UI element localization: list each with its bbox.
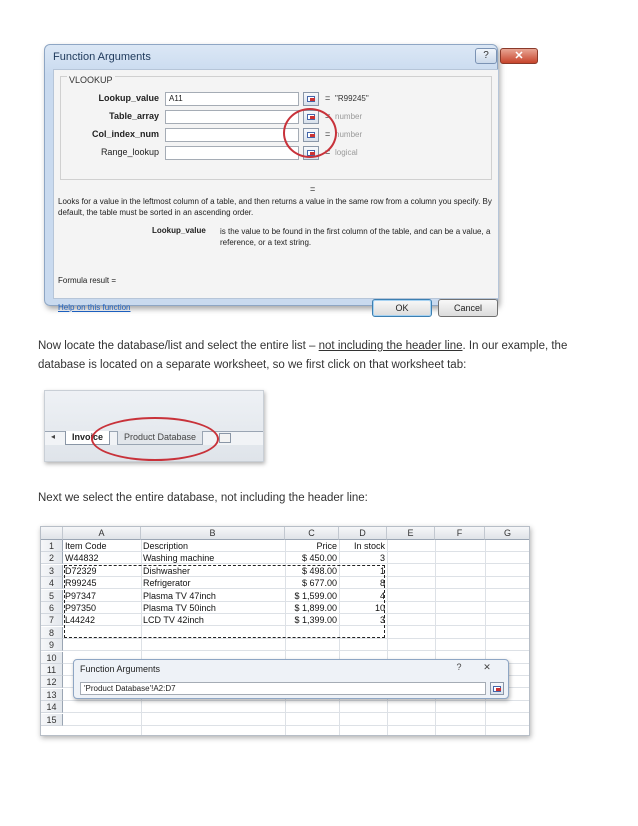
row-header[interactable]: 2 xyxy=(41,552,63,564)
equals-sign: = xyxy=(325,111,331,121)
row-header[interactable]: 11 xyxy=(41,664,63,676)
header-cell[interactable]: Price xyxy=(316,541,337,551)
table-cell[interactable]: $ 1,399.00 xyxy=(294,615,337,626)
arg-label-lookup-value: Lookup_value xyxy=(98,93,159,103)
table-cell[interactable]: Plasma TV 50inch xyxy=(143,603,216,613)
dialog-body xyxy=(53,69,499,313)
function-description: Looks for a value in the leftmost column of a table, and then returns a value in the same row from a column you specify. By default, the table must be sorted in an ascending order. xyxy=(58,197,492,217)
table-cell[interactable]: R99245 xyxy=(65,578,97,589)
collapse-arrow-icon xyxy=(310,98,315,101)
equals-sign: = xyxy=(325,129,331,139)
table-cell[interactable]: $ 677.00 xyxy=(301,578,337,589)
argument-detail-label: Lookup_value xyxy=(152,226,206,235)
equals-sign: = xyxy=(325,93,331,103)
lookup-value-input[interactable]: A11 xyxy=(165,92,299,106)
tab-invoice[interactable]: Invoice xyxy=(65,431,110,445)
table-cell[interactable]: 1 xyxy=(379,565,385,576)
arg-label-table-array: Table_array xyxy=(109,111,159,121)
table-cell[interactable]: 3 xyxy=(379,553,385,564)
table-cell[interactable]: P97347 xyxy=(65,590,97,601)
insert-worksheet-icon[interactable] xyxy=(219,433,231,443)
column-header-d[interactable]: D xyxy=(339,527,387,540)
expand-dialog-button[interactable] xyxy=(490,682,504,695)
table-cell[interactable]: LCD TV 42inch xyxy=(143,615,204,626)
row-header[interactable]: 1 xyxy=(41,540,63,552)
close-button[interactable]: ✕ xyxy=(500,48,538,64)
lookup-value-ref-button[interactable] xyxy=(303,92,319,106)
row-header[interactable]: 3 xyxy=(41,565,63,577)
table-cell[interactable]: 3 xyxy=(379,615,385,626)
spreadsheet-screenshot xyxy=(40,526,530,736)
table-cell[interactable]: Dishwasher xyxy=(143,565,191,576)
row-header[interactable]: 13 xyxy=(41,689,63,701)
table-cell[interactable]: 10 xyxy=(374,603,385,613)
instruction-paragraph-1 xyxy=(38,337,598,375)
collapsed-function-arguments-dialog xyxy=(73,659,509,699)
table-cell[interactable]: L44242 xyxy=(65,615,96,626)
column-header-g[interactable]: G xyxy=(485,527,530,540)
row-header[interactable]: 12 xyxy=(41,676,63,688)
formula-result: Formula result = xyxy=(58,276,117,285)
table-array-input[interactable] xyxy=(165,110,299,124)
help-button[interactable]: ? xyxy=(475,48,497,64)
function-group xyxy=(60,76,492,180)
col-index-num-result: number xyxy=(335,130,363,139)
table-array-result: number xyxy=(335,112,363,121)
grid-row xyxy=(63,701,530,713)
row-header[interactable]: 15 xyxy=(41,714,63,726)
row-header[interactable]: 10 xyxy=(41,652,63,664)
grid-row xyxy=(63,714,530,726)
range-lookup-input[interactable] xyxy=(165,146,299,160)
tab-product-database[interactable]: Product Database xyxy=(117,431,203,445)
grid-row xyxy=(63,639,530,651)
lookup-value-result: "R99245" xyxy=(335,94,369,103)
table-cell[interactable]: $ 1,899.00 xyxy=(294,603,337,613)
help-button[interactable]: ? xyxy=(456,662,462,672)
sheet-tabs-screenshot xyxy=(44,390,264,462)
header-cell[interactable]: Item Code xyxy=(65,541,107,551)
row-header[interactable]: 6 xyxy=(41,602,63,614)
para1-text-start: Now locate the database/list and select the entire list – xyxy=(38,340,319,352)
header-cell[interactable]: In stock xyxy=(353,541,385,551)
tab-scroll-icon[interactable]: ◂ xyxy=(51,432,56,441)
table-cell[interactable]: $ 450.00 xyxy=(301,553,337,564)
range-lookup-result: logical xyxy=(335,148,358,157)
table-cell[interactable]: Refrigerator xyxy=(143,578,191,589)
table-cell[interactable]: W44832 xyxy=(65,553,99,564)
selection-marquee xyxy=(64,565,385,638)
equals-sign: = xyxy=(325,147,331,157)
highlight-circle xyxy=(283,108,337,158)
table-cell[interactable]: Plasma TV 47inch xyxy=(143,590,216,601)
row-header[interactable]: 8 xyxy=(41,627,63,639)
para1-underlined-text: not including the header line xyxy=(318,340,463,352)
row-header[interactable]: 4 xyxy=(41,577,63,589)
table-cell[interactable]: 4 xyxy=(379,590,385,601)
table-array-reference-input[interactable]: 'Product Database'!A2:D7 xyxy=(80,682,486,695)
ok-button[interactable]: OK xyxy=(372,299,432,317)
instruction-paragraph-2: Next we select the entire database, not including the header line: xyxy=(38,492,368,504)
arg-label-col-index-num: Col_index_num xyxy=(91,129,159,139)
function-name: VLOOKUP xyxy=(69,75,113,85)
table-cell[interactable]: $ 1,599.00 xyxy=(294,590,337,601)
row-header[interactable]: 9 xyxy=(41,639,63,651)
cancel-button[interactable]: Cancel xyxy=(438,299,498,317)
help-on-function-link[interactable]: Help on this function xyxy=(58,303,131,312)
column-header-a[interactable]: A xyxy=(63,527,141,540)
table-cell[interactable]: P97350 xyxy=(65,603,97,613)
result-equals-sign: = xyxy=(310,184,316,194)
para1-text-end: . In our example, the database is located on a separate worksheet, so we first click on that worksheet tab: xyxy=(38,340,568,371)
select-all-corner[interactable] xyxy=(41,527,63,540)
column-header-b[interactable]: B xyxy=(141,527,285,540)
function-arguments-dialog xyxy=(44,44,524,313)
column-header-e[interactable]: E xyxy=(387,527,435,540)
table-cell[interactable]: $ 498.00 xyxy=(301,565,337,576)
row-header[interactable]: 7 xyxy=(41,614,63,626)
expand-arrow-icon xyxy=(496,688,501,691)
collapsed-dialog-title: Function Arguments xyxy=(80,664,161,674)
table-cell[interactable]: 8 xyxy=(379,578,385,589)
argument-detail-text: is the value to be found in the first column of the table, and can be a value, a reference, or a text string. xyxy=(220,227,491,247)
col-index-num-input[interactable] xyxy=(165,128,299,142)
dialog-title: Function Arguments xyxy=(53,51,151,63)
header-cell[interactable]: Description xyxy=(143,541,189,551)
highlight-circle xyxy=(91,417,219,461)
table-cell[interactable]: D72329 xyxy=(65,565,97,576)
row-header[interactable]: 14 xyxy=(41,701,63,713)
row-header[interactable]: 5 xyxy=(41,590,63,602)
column-header-c[interactable]: C xyxy=(285,527,339,540)
column-header-f[interactable]: F xyxy=(435,527,485,540)
close-button[interactable]: ✕ xyxy=(483,662,491,672)
arg-label-range-lookup: Range_lookup xyxy=(100,147,159,157)
table-cell[interactable]: Washing machine xyxy=(143,553,215,564)
